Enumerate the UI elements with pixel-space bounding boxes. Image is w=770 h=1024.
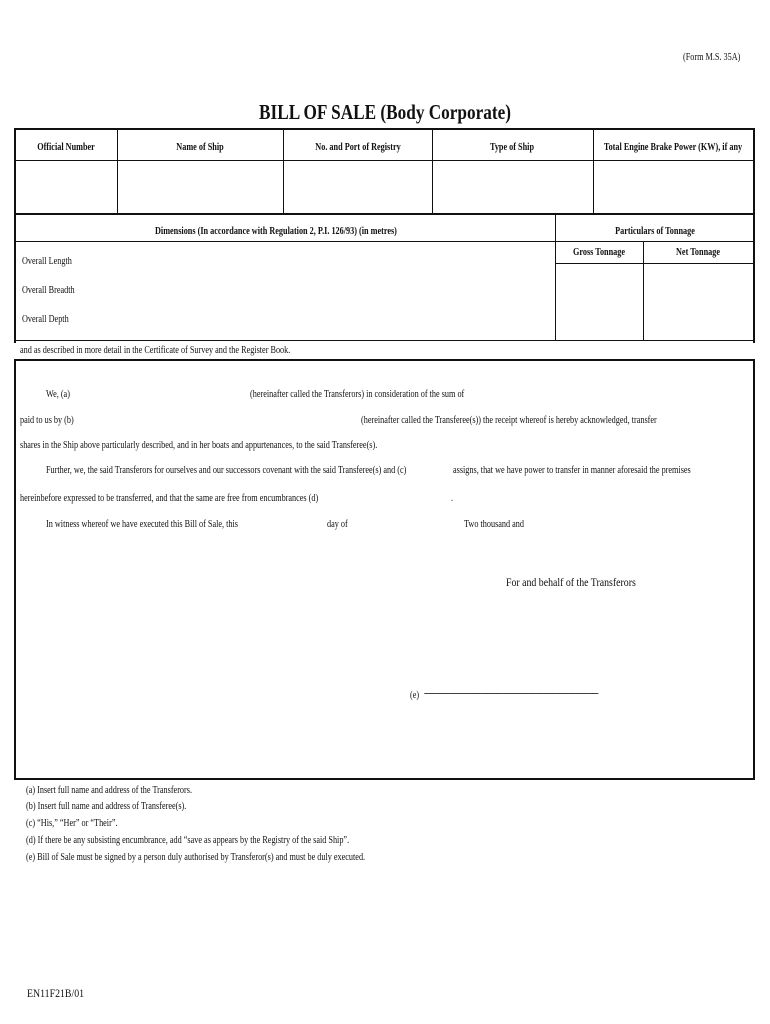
encumbrance-period: . (451, 493, 454, 504)
header-official-number: Official Number (37, 142, 95, 153)
header-port-of-registry: No. and Port of Registry (315, 142, 401, 153)
header-engine-power: Total Engine Brake Power (KW), if any (603, 142, 743, 153)
overall-length-label: Overall Length (22, 256, 72, 267)
covenant-text: Further, we, the said Transferors for ourselves and our successors covenant with the said Transferee(s) and (c) (46, 465, 407, 476)
sum-field[interactable] (480, 386, 740, 400)
year-label: Two thousand and (464, 519, 525, 530)
form-code: (Form M.S. 35A) (683, 52, 741, 63)
gross-tonnage-label: Gross Tonnage (572, 247, 626, 258)
dimensions-header: Dimensions (In accordance with Regulation 2, P.I. 126/93) (in metres) (155, 226, 397, 237)
transferors-label: We, (a) (46, 389, 70, 400)
encumbrances-text: hereinbefore expressed to be transferred, and that the same are free from encumbrances (d) (20, 493, 319, 504)
footnote-a: (a) Insert full name and address of the Transferors. (26, 785, 193, 796)
net-tonnage-field[interactable] (645, 265, 752, 339)
overall-depth-label: Overall Depth (22, 314, 69, 325)
gross-tonnage-field[interactable] (557, 265, 642, 339)
type-of-ship-field[interactable] (434, 162, 592, 212)
receipt-text: (hereinafter called the Transferee(s)) the receipt whereof is hereby acknowledged, transfer (361, 415, 657, 426)
shares-text: shares in the Ship above particularly described, and in her boats and appurtenances, to the said Transferee(s). (20, 440, 378, 451)
transferors-field[interactable] (86, 386, 236, 400)
dimensions-values-field[interactable] (160, 250, 550, 336)
overall-breadth-label: Overall Breadth (22, 285, 75, 296)
certificate-note: and as described in more detail in the Certificate of Survey and the Register Book. (20, 345, 291, 356)
tonnage-header: Particulars of Tonnage (615, 226, 695, 237)
port-of-registry-field[interactable] (285, 162, 431, 212)
year-field[interactable] (535, 516, 615, 530)
consideration-text: (hereinafter called the Transferors) in consideration of the sum of (250, 389, 465, 400)
encumbrance-field[interactable] (300, 490, 448, 504)
footnote-c: (c) “His,” “Her” or “Their”. (26, 818, 118, 829)
form-reference: EN11F21B/01 (27, 986, 85, 1000)
witness-text: In witness whereof we have executed this Bill of Sale, this (46, 519, 238, 530)
assigns-text: assigns, that we have power to transfer in manner aforesaid the premises (453, 465, 691, 476)
header-name-of-ship: Name of Ship (176, 142, 224, 153)
month-field[interactable] (360, 516, 455, 530)
page-title: BILL OF SALE (Body Corporate) (259, 100, 511, 124)
transferee-field[interactable] (84, 412, 354, 426)
day-field[interactable] (260, 516, 320, 530)
footnote-b: (b) Insert full name and address of Transferee(s). (26, 801, 187, 812)
signature-line[interactable]: ------------------------------------------------------------------------------------------- (424, 688, 598, 699)
footnote-d: (d) If there be any subsisting encumbrance, add “save as appears by the Registry of the said Ship”. (26, 835, 350, 846)
footnote-e: (e) Bill of Sale must be signed by a person duly authorised by Transferor(s) and must be duly executed. (26, 852, 366, 863)
official-number-field[interactable] (16, 162, 116, 212)
signature-label: (e) (410, 690, 420, 701)
engine-power-field[interactable] (595, 162, 752, 212)
ship-name-field[interactable] (119, 162, 282, 212)
net-tonnage-label: Net Tonnage (676, 247, 720, 258)
transferee-label: paid to us by (b) (20, 415, 74, 426)
day-of-label: day of (327, 519, 348, 530)
behalf-label: For and behalf of the Transferors (506, 575, 636, 589)
header-type-of-ship: Type of Ship (489, 142, 535, 153)
